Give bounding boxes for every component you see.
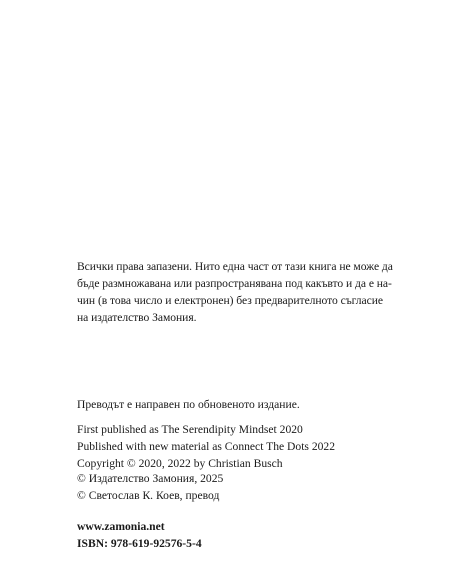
publication-line: Published with new material as Connect The Dots 2022 <box>77 440 336 453</box>
publication-history <box>77 421 377 472</box>
website-link[interactable]: www.zamonia.net <box>77 520 165 533</box>
rights-line: чин (в това число и електронен) без предварителното съгласие <box>77 294 383 307</box>
publication-line: First published as The Serendipity Mindset 2020 <box>77 423 303 436</box>
rights-line: Всички права запазени. Нито една част от тази книга не може да <box>77 260 393 273</box>
bulgarian-copyright <box>77 470 377 504</box>
rights-line: бъде размножавана или разпространявана под какъвто и да е на- <box>77 277 392 290</box>
rights-line: на издателство Замония. <box>77 311 197 324</box>
translation-note-text: Преводът е направен по обновеното издание. <box>77 398 300 411</box>
isbn: ISBN: 978-619-92576-5-4 <box>77 537 202 550</box>
copyright-translator: © Светослав К. Коев, превод <box>77 489 220 502</box>
publisher-contacts <box>77 518 377 552</box>
publication-line: Copyright © 2020, 2022 by Christian Busch <box>77 457 283 470</box>
translation-note <box>77 396 377 413</box>
copyright-publisher: © Издателство Замония, 2025 <box>77 472 224 485</box>
rights-notice <box>77 258 393 326</box>
